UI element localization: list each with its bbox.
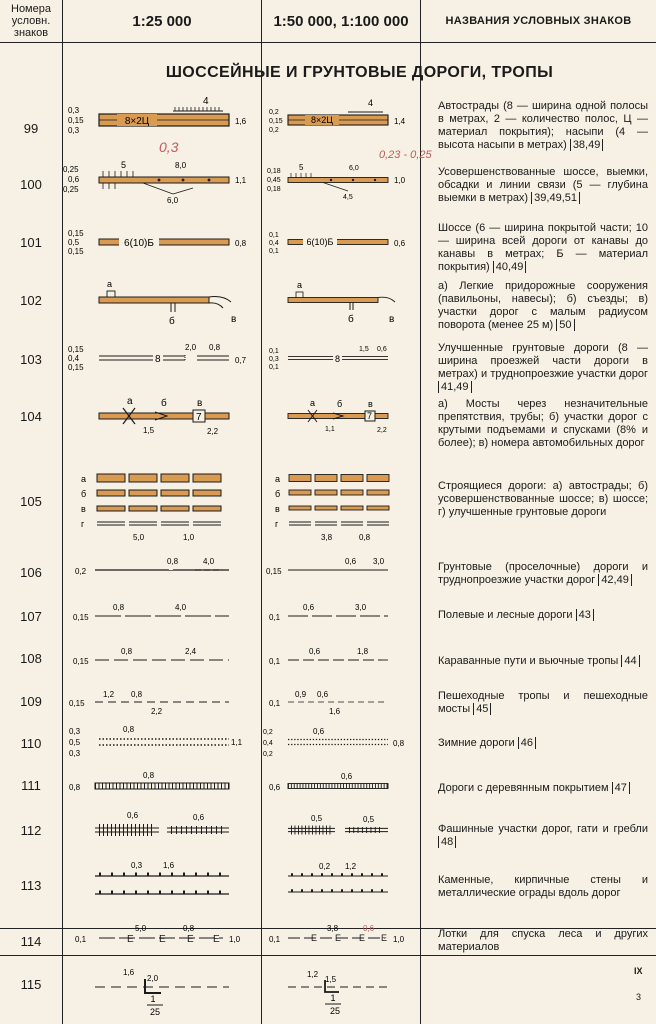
row-description — [438, 655, 648, 668]
symbol-109 — [69, 690, 388, 716]
symbol-label: 0,6 — [345, 557, 357, 566]
symbol-label: 0,8 — [143, 771, 155, 780]
symbol-label: 0,8 — [183, 924, 195, 933]
symbol-label: 0,15 — [68, 116, 84, 125]
symbol-label: 0,1 — [269, 248, 279, 255]
symbol-label: 0,6 — [68, 175, 80, 184]
description-text: Дороги с деревянным покрытием — [438, 782, 609, 794]
symbol-label: а — [127, 396, 133, 407]
symbol-label: 2,0 — [147, 974, 159, 983]
svg-text:E: E — [187, 934, 194, 945]
symbol-label: 0,8 — [235, 239, 247, 248]
description-text: Фашинные участки дорог, гати и гребли — [438, 823, 648, 835]
row-description — [438, 480, 648, 519]
row-number: 108 — [20, 651, 42, 666]
row-number: 99 — [23, 121, 39, 136]
row-number: 100 — [20, 177, 42, 192]
symbol-label: 1,5 — [143, 426, 155, 435]
symbol-label: 0,15 — [269, 118, 283, 125]
row-description — [438, 690, 648, 716]
symbol-label: 0,15 — [73, 657, 89, 666]
symbol-label: 0,6 — [363, 924, 375, 933]
symbol-label: 4 — [368, 98, 374, 108]
row-description — [438, 609, 648, 622]
description-text: Грунтовые (проселочные) дороги и труднопроезжие участки дорог — [438, 561, 648, 586]
symbol-label: 0,5 — [311, 814, 323, 823]
symbol-label: 1,1 — [325, 426, 335, 433]
symbol-label: 8×2Ц — [311, 115, 333, 125]
symbol-label: 1,6 — [123, 968, 135, 977]
symbol-label: 0,45 — [267, 177, 281, 184]
header-number-line: Номера — [11, 3, 51, 15]
symbol-label: 0,1 — [269, 699, 281, 708]
row-description — [438, 166, 648, 205]
row-number: 113 — [20, 878, 42, 893]
header-number-line: условн. — [11, 15, 51, 27]
symbol-label: в — [231, 314, 237, 325]
symbol-99 — [68, 96, 406, 135]
symbol-label: 0,15 — [68, 229, 84, 238]
symbol-label: 5,0 — [133, 533, 145, 542]
symbol-label: 8 — [335, 354, 341, 364]
symbol-105 — [81, 474, 389, 542]
symbol-label: 0,4 — [269, 240, 279, 247]
description-text: Шоссе (6 — ширина покрытой части; 10 — ширина всей дороги от канавы до канавы в метрах; Б — материал покрытия) — [438, 222, 648, 273]
page-reference: 48 — [438, 836, 456, 848]
symbol-label: а — [81, 474, 87, 484]
symbol-label: б — [348, 314, 354, 325]
description-text: Строящиеся дороги: а) автострады; б) усовершенствованные шоссе; в) шоссе; г) улучшенные грунтовые дороги — [438, 480, 648, 518]
symbol-label: 0,6 — [309, 647, 321, 656]
symbol-label: 0,8 — [123, 725, 135, 734]
symbol-label: 0,6 — [303, 603, 315, 612]
symbol-label: 6(10)Б — [306, 237, 334, 247]
symbol-label: 1,0 — [183, 533, 195, 542]
symbol-label: 0,15 — [266, 567, 282, 576]
symbol-label: 1 — [330, 993, 336, 1003]
symbol-label: а — [297, 280, 303, 290]
symbol-label: 0,3 — [269, 356, 279, 363]
symbol-106 — [75, 557, 388, 576]
symbol-label: 1,0 — [394, 176, 406, 185]
symbol-label: 0,2 — [263, 729, 273, 736]
symbol-label: 3,8 — [327, 924, 339, 933]
symbol-label: 8,0 — [175, 161, 187, 170]
description-text: а) Мосты через незначительные препятствия, трубы; б) участки дорог с крутыми подъемами и спусками (8% и более); в) номера автомобильных дорог — [438, 398, 648, 449]
symbol-label: 0,6 — [269, 783, 281, 792]
symbol-111 — [69, 771, 388, 792]
symbol-107 — [73, 603, 388, 622]
symbol-label: 0,6 — [313, 727, 325, 736]
symbol-label: 0,3 — [69, 749, 81, 758]
symbol-label: 6(10)Б — [124, 238, 154, 249]
symbol-label: 4,5 — [343, 194, 353, 201]
symbol-label: 0,15 — [68, 247, 84, 256]
row-description — [438, 823, 648, 849]
description-text: Полевые и лесные дороги — [438, 609, 573, 621]
symbol-label: 8×2Ц — [124, 116, 150, 127]
symbol-label: 4,0 — [175, 603, 187, 612]
symbol-label: 2,2 — [207, 427, 219, 436]
page-reference: 38,49 — [570, 139, 604, 151]
symbol-label: а — [310, 398, 316, 408]
symbol-label: 5,0 — [135, 924, 147, 933]
symbol-label: 4,0 — [203, 557, 215, 566]
svg-text:E: E — [335, 933, 342, 943]
symbol-label: 7 — [196, 412, 202, 423]
symbol-115 — [95, 968, 388, 1017]
row-description — [438, 782, 648, 795]
row-description — [438, 342, 648, 394]
row-description — [438, 874, 648, 900]
row-description — [438, 100, 648, 152]
symbol-label: 3,0 — [355, 603, 367, 612]
section-title: ШОССЕЙНЫЕ И ГРУНТОВЫЕ ДОРОГИ, ТРОПЫ — [165, 64, 554, 81]
row-number: 111 — [21, 778, 41, 793]
page-reference: 40,49 — [493, 261, 527, 273]
symbol-label: 0,1 — [269, 364, 279, 371]
symbol-label: 1,5 — [359, 346, 369, 353]
page-reference: 44 — [621, 655, 639, 667]
symbol-label: 6,0 — [167, 196, 179, 205]
svg-text:E: E — [359, 933, 366, 943]
description-text: Улучшенные грунтовые дороги (8 — ширина проезжей части дороги в метрах) и труднопроезжие участки дорог — [438, 342, 648, 380]
row-number: 115 — [20, 977, 42, 992]
symbol-label: 8 — [155, 354, 161, 365]
symbol-label: 25 — [149, 1007, 161, 1017]
symbol-label: 0,6 — [317, 690, 329, 699]
symbol-label: 0,2 — [269, 109, 279, 116]
row-number: 107 — [20, 609, 42, 624]
symbol-label: 0,9 — [295, 690, 307, 699]
header-number-column — [0, 0, 62, 42]
symbol-label: 1,2 — [103, 690, 115, 699]
symbol-label: г — [81, 519, 85, 529]
symbol-label: в — [197, 398, 203, 409]
row-number: 114 — [20, 934, 42, 949]
symbol-label: 0,3 — [68, 126, 80, 135]
description-text: Усовершенствованные шоссе, выемки, обсадки и линии связи (5 — глубина выемки в метрах) — [438, 166, 648, 204]
symbol-114 — [75, 924, 405, 945]
symbol-label: б — [169, 316, 175, 327]
row-number: 102 — [20, 293, 42, 308]
symbol-label: 3,0 — [373, 557, 385, 566]
row-number: 105 — [20, 494, 42, 509]
page-reference: 43 — [576, 609, 594, 621]
row-description — [438, 561, 648, 587]
symbol-label: 1,0 — [393, 935, 405, 944]
page-reference: 45 — [473, 703, 491, 715]
symbol-label: 0,8 — [359, 533, 371, 542]
symbol-label: 2,2 — [151, 707, 163, 716]
symbol-label: 1,6 — [235, 117, 247, 126]
symbol-101 — [68, 229, 406, 256]
page-reference: 46 — [518, 737, 536, 749]
symbol-103 — [68, 343, 388, 372]
symbol-label: 0,4 — [68, 354, 80, 363]
svg-text:E: E — [213, 934, 220, 945]
row-number: 112 — [20, 823, 42, 838]
symbol-label: 0,1 — [269, 348, 279, 355]
symbol-label: 0,2 — [263, 751, 273, 758]
symbol-label: 0,3 — [68, 106, 80, 115]
symbol-label: а — [107, 279, 113, 289]
symbol-label: 1 — [150, 994, 156, 1004]
symbol-label: 0,2 — [319, 862, 331, 871]
symbol-label: в — [81, 504, 86, 514]
symbol-label: 0,8 — [121, 647, 133, 656]
pencil-annotation: 0,3 — [159, 139, 179, 155]
symbol-label: 0,18 — [267, 186, 281, 193]
symbol-label: 0,6 — [341, 772, 353, 781]
row-number: 109 — [20, 694, 42, 709]
symbol-label: 0,15 — [69, 699, 85, 708]
symbol-label: 0,6 — [193, 813, 205, 822]
row-number: 103 — [20, 352, 42, 367]
header-divider — [0, 42, 656, 43]
symbol-102 — [99, 279, 395, 327]
symbol-label: 0,7 — [235, 356, 247, 365]
symbol-label: 5 — [299, 163, 304, 172]
symbol-label: б — [81, 489, 87, 499]
symbol-label: 0,8 — [209, 343, 221, 352]
row-description — [438, 928, 648, 954]
symbol-label: 0,25 — [63, 165, 79, 174]
header-number-line: знаков — [13, 27, 49, 39]
row-number: 104 — [20, 409, 42, 424]
symbol-110 — [69, 725, 405, 758]
symbol-label: 1,1 — [235, 176, 247, 185]
symbol-label: 1,6 — [329, 707, 341, 716]
symbol-label: в — [389, 314, 395, 325]
row-number: 110 — [20, 736, 42, 751]
symbol-label: 0,8 — [69, 783, 81, 792]
symbol-label: 0,8 — [131, 690, 143, 699]
symbol-label: 25 — [329, 1006, 341, 1016]
symbol-label: 0,5 — [69, 738, 81, 747]
symbol-label: 0,15 — [73, 613, 89, 622]
symbol-100 — [63, 139, 432, 205]
symbol-104 — [99, 396, 388, 436]
svg-text:E: E — [381, 933, 388, 943]
description-text: Каменные, кирпичные стены и металлические ограды вдоль дорог — [438, 874, 648, 899]
symbol-label: 1,2 — [345, 862, 357, 871]
symbol-label: 0,6 — [127, 811, 139, 820]
symbol-label: 0,15 — [68, 345, 84, 354]
symbol-label: 0,1 — [269, 232, 279, 239]
symbol-label: 0,1 — [269, 657, 281, 666]
description-text: Пешеходные тропы и пешеходные мосты — [438, 690, 648, 715]
page-reference: 42,49 — [598, 574, 632, 586]
symbol-label: в — [368, 399, 373, 409]
row-description — [438, 280, 648, 332]
header-names-column: НАЗВАНИЯ УСЛОВНЫХ ЗНАКОВ — [445, 15, 632, 27]
symbol-label: 1,8 — [357, 647, 369, 656]
row-number: 106 — [20, 565, 42, 580]
symbol-label: 0,3 — [131, 861, 143, 870]
svg-text:E: E — [127, 934, 134, 945]
page-reference: 41,49 — [438, 381, 472, 393]
symbol-label: 0,4 — [263, 740, 273, 747]
symbol-label: 0,15 — [68, 363, 84, 372]
svg-text:E: E — [159, 934, 166, 945]
symbol-label: 0,1 — [75, 935, 87, 944]
symbol-label: 4 — [203, 96, 209, 107]
pencil-annotation: 0,23 - 0,25 — [379, 149, 432, 161]
symbol-label: 0,18 — [267, 168, 281, 175]
row-description — [438, 737, 648, 750]
header-scale-25000: 1:25 000 — [132, 12, 192, 30]
symbol-label: в — [275, 504, 280, 514]
corner-mark: IX — [634, 966, 643, 976]
symbol-label: б — [337, 399, 343, 409]
symbol-label: 1,1 — [231, 738, 243, 747]
symbol-label: 0,3 — [69, 727, 81, 736]
symbol-label: 0,6 — [377, 346, 387, 353]
corner-mark: 3 — [636, 992, 642, 1002]
symbol-label: 2,4 — [185, 647, 197, 656]
symbol-label: 1,4 — [394, 117, 406, 126]
symbol-label: 5 — [121, 160, 127, 170]
symbol-label: 0,8 — [393, 739, 405, 748]
page-reference: 50 — [556, 319, 574, 331]
symbol-label: 0,8 — [167, 557, 179, 566]
symbol-label: г — [275, 519, 279, 529]
symbol-112 — [95, 811, 388, 832]
symbol-label: б — [161, 398, 167, 409]
page-reference: 39,49,51 — [531, 192, 580, 204]
road-symbols — [63, 90, 432, 1020]
row-description — [438, 398, 648, 450]
symbol-label: 1,0 — [229, 935, 241, 944]
page-reference: 47 — [612, 782, 630, 794]
symbol-label: а — [275, 474, 281, 484]
symbol-label: 7 — [367, 411, 373, 421]
symbol-108 — [73, 647, 388, 666]
symbol-label: 6,0 — [349, 165, 359, 172]
symbol-label: 0,25 — [63, 185, 79, 194]
symbol-label: 3,8 — [321, 533, 333, 542]
symbol-label: 0,1 — [269, 935, 281, 944]
row-number: 101 — [20, 235, 42, 250]
symbol-label: 1,6 — [163, 861, 175, 870]
symbol-label: 0,5 — [68, 238, 80, 247]
symbol-label: 2,0 — [185, 343, 197, 352]
description-text: Зимние дороги — [438, 737, 515, 749]
symbol-label: 1,5 — [325, 975, 337, 984]
description-text: Лотки для спуска леса и других материалов — [438, 928, 648, 953]
symbol-label: 1,2 — [307, 970, 319, 979]
symbol-label: б — [275, 489, 281, 499]
row-description — [438, 222, 648, 274]
header-scale-50000: 1:50 000, 1:100 000 — [273, 12, 409, 30]
symbol-label: 0,6 — [394, 239, 406, 248]
symbol-label: 0,8 — [113, 603, 125, 612]
symbol-label: 0,5 — [363, 815, 375, 824]
symbol-113 — [95, 861, 388, 894]
symbol-label: 0,2 — [269, 127, 279, 134]
symbol-label: 0,1 — [269, 613, 281, 622]
svg-text:E: E — [311, 933, 318, 943]
description-text: а) Легкие придорожные сооружения (павильоны, навесы); б) съезды; в) участки дорог с малым радиусом поворота (менее 25 м) — [438, 280, 648, 331]
description-text: Караванные пути и вьючные тропы — [438, 655, 619, 667]
symbol-label: 0,2 — [75, 567, 87, 576]
description-text: Автострады (8 — ширина одной полосы в метрах, 2 — количество полос, Ц — материал покрытия); насыпи (4 — высота насыпи в метрах) — [438, 100, 648, 151]
symbol-label: 2,2 — [377, 427, 387, 434]
